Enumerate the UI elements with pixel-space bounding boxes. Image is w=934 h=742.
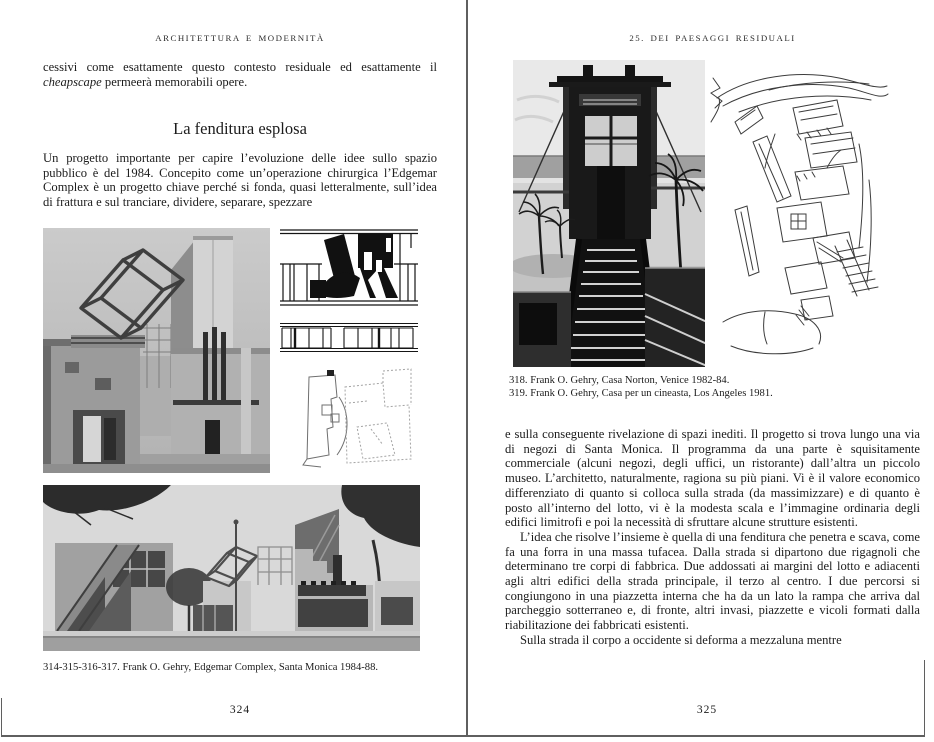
figure-edgemar-street-photo xyxy=(43,485,420,651)
cineasta-sketch-graphic xyxy=(705,60,893,367)
section-heading: La fenditura esplosa xyxy=(173,119,307,138)
figure-edgemar-strip-drawing xyxy=(280,322,418,353)
left-figure-caption: 314-315-316-317. Frank O. Gehry, Edgemar Complex, Santa Monica 1984-88. xyxy=(43,662,379,673)
right-paragraph-3: Sulla strada il corpo a occidente si deforma a mezzaluna mentre xyxy=(520,632,842,647)
book-spine-line xyxy=(466,0,468,737)
figure-edgemar-plan-drawing xyxy=(287,367,415,473)
left-intro-paragraph: Un progetto importante per capire l’evoluzione delle idee sullo spazio pubblico è del 1984. Concepito come un’operazione chirurgica l’Edgemar Complex è un progetto chiave perché si fonda, quasi letteralmente, sull’idea di frattura e sul tranciare, dividere, separare, spezzare xyxy=(43,151,437,210)
right-paragraph-1: e sulla conseguente rivelazione di spazi inediti. Il progetto si trova lungo una via di negozi di Santa Monica. Il programma da una parte è squisitamente commerciale (alcuni negozi, degli uffici, un ristorante) dall’altra un piccolo museo. L’architetto, naturalmente, ragiona su più piani. Vi è il valore economico differenziato di quanto si colloca sulla strada (da massimizzare) e di quanto è posto all’interno del lotto, vi è la modesta scala e l’immagine ordinaria degli edifici limitrofi e poi la necessità di sfruttare alcune strutture esistenti. xyxy=(505,427,920,530)
edgemar-strip-graphic xyxy=(280,322,418,353)
right-body-column xyxy=(505,427,920,648)
edgemar-courtyard-photo-graphic xyxy=(43,228,270,473)
right-paragraph-2: L’idea che risolve l’insieme è quella di una fenditura che penetra e scava, come fa una forra in una massa tufacea. Dalla strada si dipartono due rigagnoli che determinano tre corpi di fabbrica. Due addossati ai margini del lotto e adiacenti agli altri edifici della strada principale, il terzo al centro. I due percorsi si congiungono in una piazzetta interna che ha da un lato la rampa che arriva dal parcheggio sotterraneo e, di fronte, altri invasi, piazzette e vicoli formati dalla riabilitazione dei fabbricati esistenti. xyxy=(505,529,920,633)
edgemar-elevation-graphic xyxy=(280,228,418,307)
figure-cineasta-sketch xyxy=(705,60,893,367)
right-figure-caption-318: 318. Frank O. Gehry, Casa Norton, Venice 1982-84. xyxy=(509,375,730,386)
page-bottom-edge xyxy=(1,735,925,737)
figure-norton-house-photo xyxy=(513,60,707,367)
edgemar-plan-graphic xyxy=(287,367,415,473)
edgemar-street-photo-graphic xyxy=(43,485,420,651)
page-left-edge xyxy=(1,698,2,737)
opening-text-post: permeerà memorabili opere. xyxy=(104,74,248,89)
right-running-header: 25. DEI PAESAGGI RESIDUALI xyxy=(629,33,796,43)
page-right-edge xyxy=(924,660,925,737)
figure-edgemar-courtyard-photo xyxy=(43,228,270,473)
right-figure-caption-319: 319. Frank O. Gehry, Casa per un cineasta, Los Angeles 1981. xyxy=(509,388,773,399)
figure-edgemar-elevation-drawing xyxy=(280,228,418,307)
right-page-number: 325 xyxy=(696,704,718,716)
opening-text-pre: cessivi come esattamente questo contesto residuale ed esattamente il xyxy=(43,60,437,74)
opening-text-italic: cheapscape xyxy=(43,74,102,89)
left-opening-paragraph xyxy=(43,60,437,89)
left-page-number: 324 xyxy=(229,704,251,716)
left-running-header: ARCHITETTURA E MODERNITÀ xyxy=(155,33,325,43)
norton-house-photo-graphic xyxy=(513,60,707,367)
